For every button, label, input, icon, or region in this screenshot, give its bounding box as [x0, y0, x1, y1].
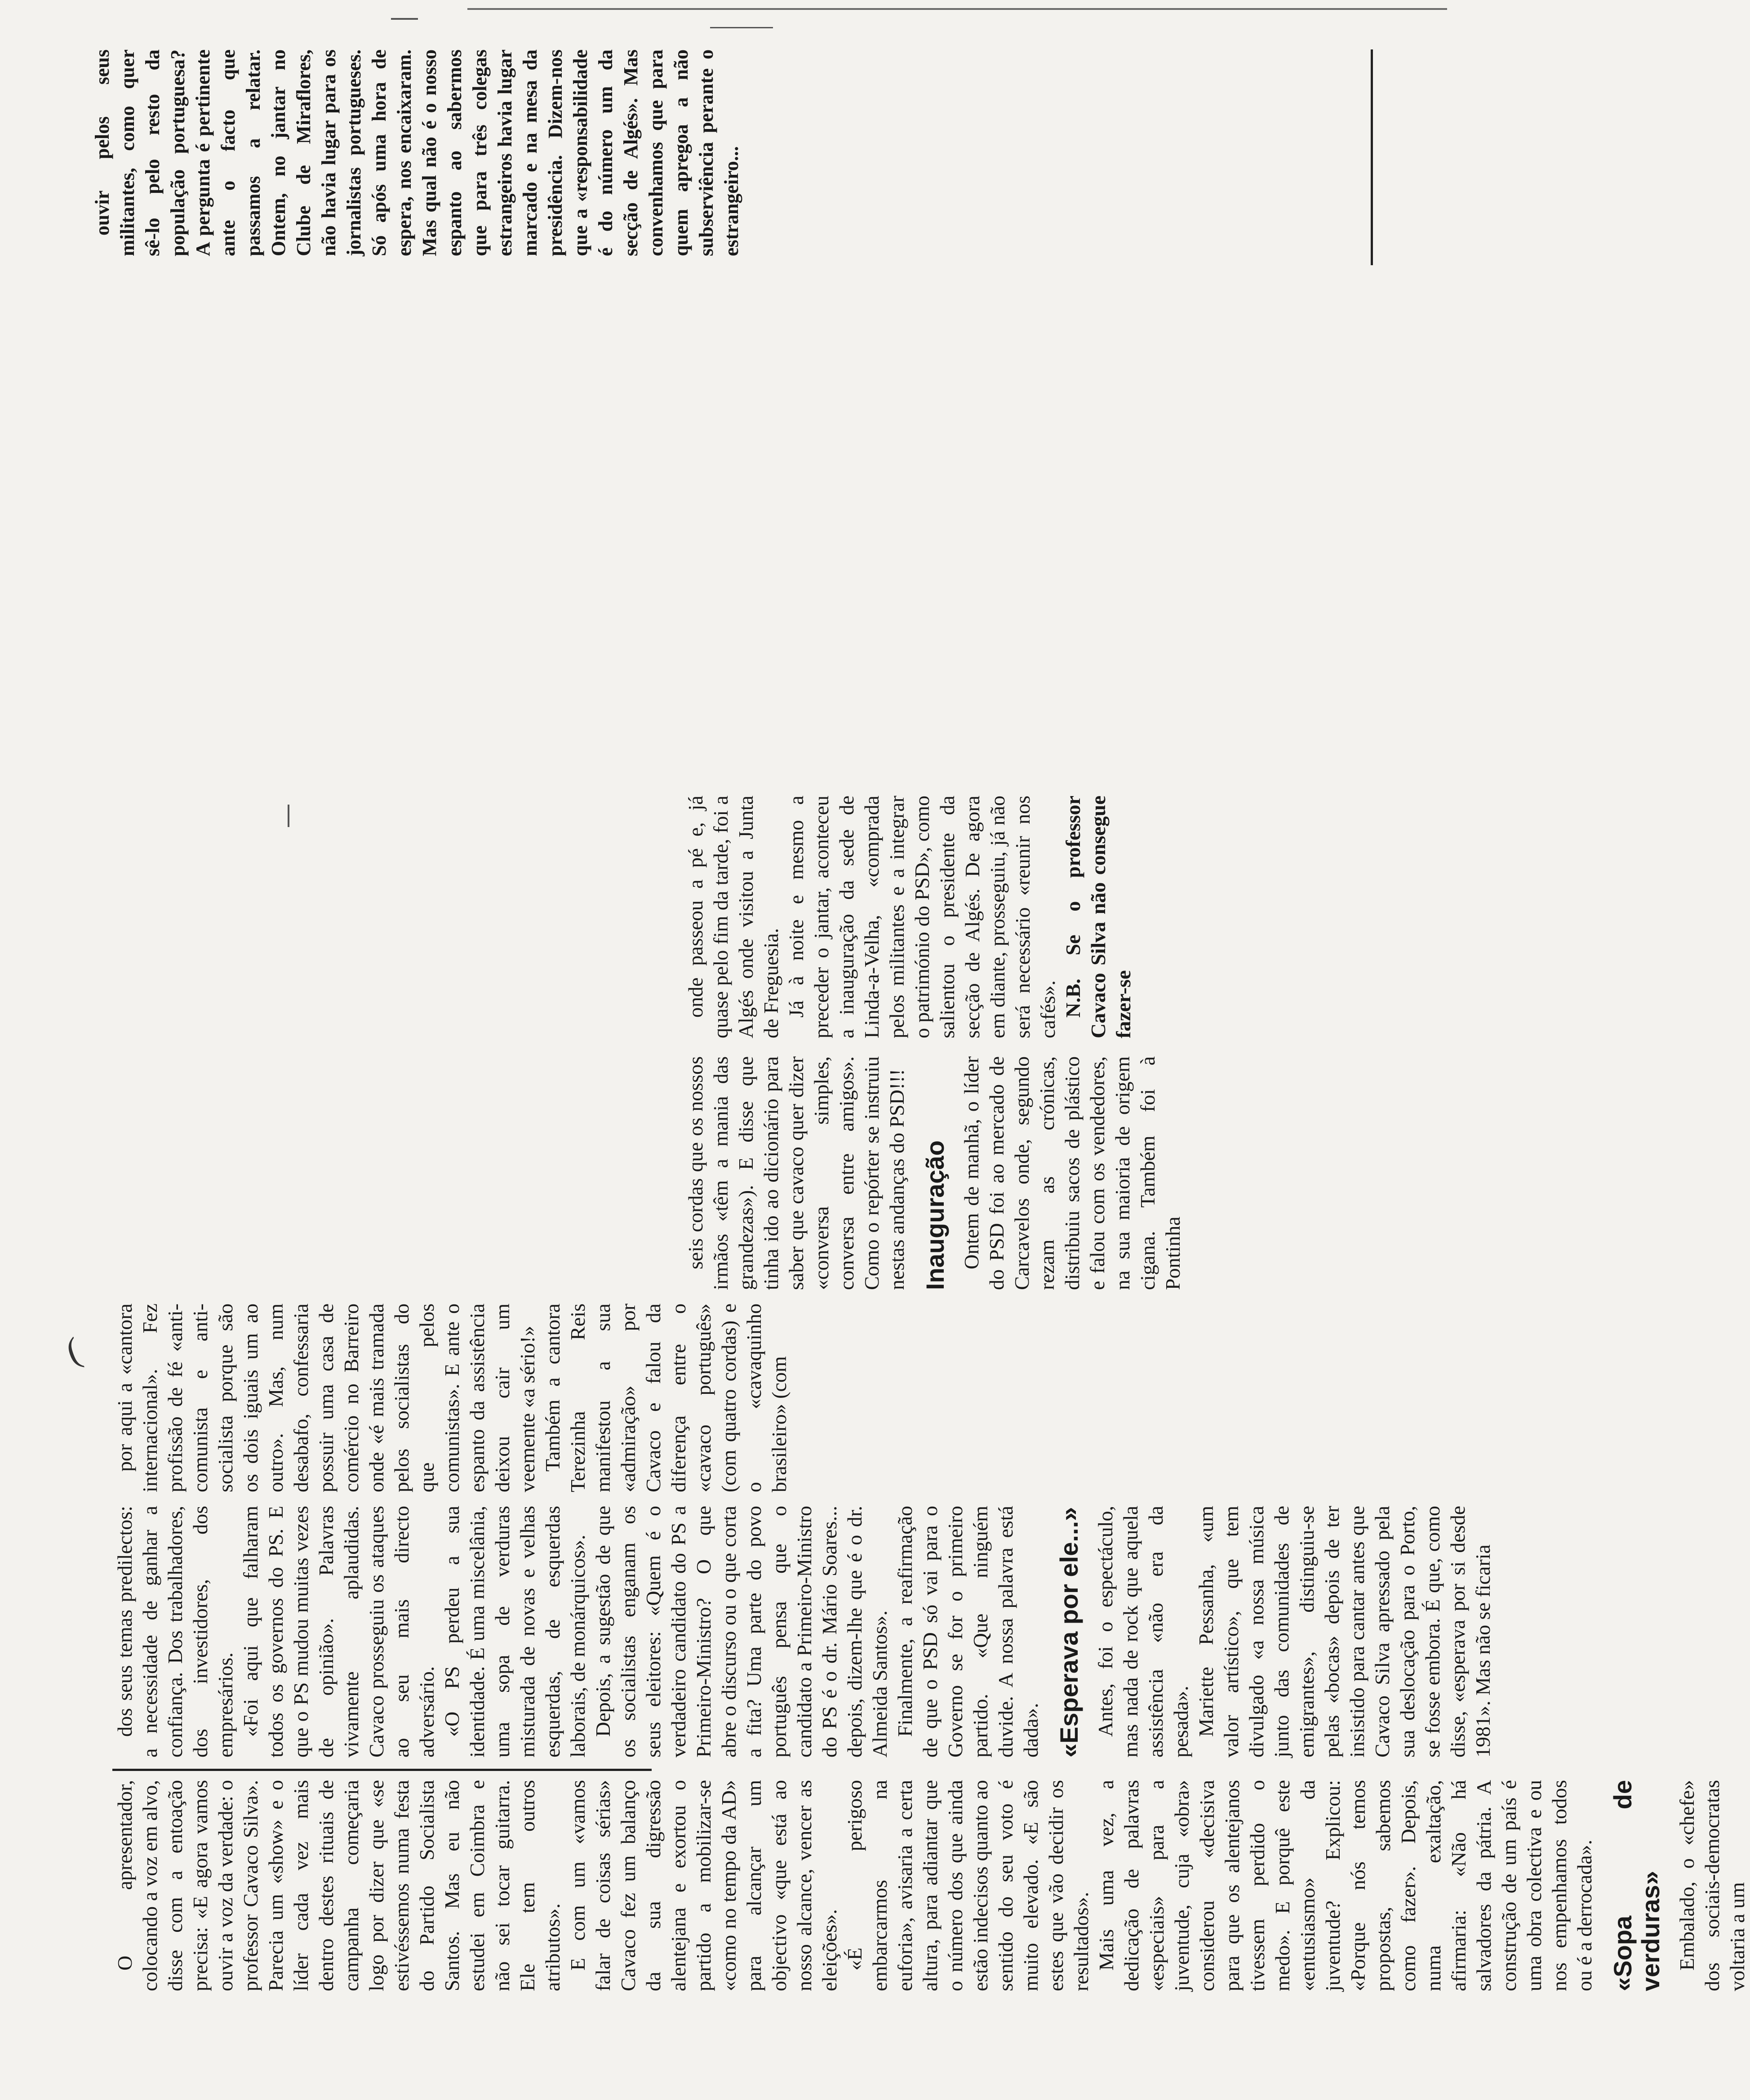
paragraph: Depois, a sugestão de que os socialistas enganam os seus eleitores: «Quem é o verdadeiro candidato do PS a Primeiro-Ministro? O que abre o discurso ou o que corta a fita? Uma parte do povo português pensa que o candidato a Primeiro-Ministro do PS é o dr. Mário Soares... depois, dizem-lhe que é o dr. Almeida Santos».: [591, 1506, 891, 1757]
article-column-3: [112, 1304, 792, 1492]
scan-top-edge: [467, 8, 1447, 10]
paragraph: Também a cantora Terezinha Reis manifestou a sua «admiração» por Cavaco e falou da diferença entre o «cavaco português» (com quatro cordas) e o «cavaquinho brasileiro» (com: [541, 1304, 791, 1492]
article-column-6: [90, 49, 744, 256]
section-heading: Inauguração: [921, 1140, 949, 1290]
paragraph: Já à noite e mesmo a preceder o jantar, aconteceu a inauguração da sede de Linda-a-Velha, «comprada pelos militantes e a integrar o património do PSD», como salientou o presidente da secção de Algés. De agora em diante, prosseguiu, já não será necessário «reunir nos cafés».: [785, 796, 1059, 1038]
paragraph: Finalmente, a reafirmação de que o PSD só vai para o Governo se for o primeiro partido. «Que ninguém duvide. A nossa palavra está dada».: [893, 1506, 1042, 1757]
article-column-5: [683, 796, 1136, 1038]
paragraph: ouvir pelos seus militantes, como quer sê-lo pelo resto da população portuguesa? A pergunta é pertinente ante o facto que passamos a relatar. Ontem, no jantar no Clube de Miraflores, não havia lugar para os jornalistas portugueses. Só após uma hora de espera, nos encaixaram. Mas qual não é o nosso espanto ao sabermos que para três colegas estrangeiros havia lugar marcado e na mesa da presidência. Dizem-nos que a «responsabilidade é do número um da secção de Algés». Mas convenhamos que para quem apregoa a não subserviência perante o estrangeiro...: [91, 49, 742, 256]
article-column-2: [112, 1506, 1496, 1757]
section-heading: «Esperava por ele...»: [1055, 1507, 1083, 1757]
paragraph: E com um «vamos falar de coisas sérias» Cavaco fez um balanço da sua digressão alentejana e exortou o partido a mobilizar-se «como no tempo da AD» para alcançar um objectivo «que está ao nosso alcance, vencer as eleições».: [566, 1780, 841, 1991]
scan-mark: (: [61, 1330, 86, 1371]
paragraph: onde passeou a pé e, já quase pelo fim da tarde, foi a Algés onde visitou a Junta de Freguesia.: [684, 796, 782, 1038]
paragraph: Ontem de manhã, o líder do PSD foi ao mercado de Carcavelos onde, segundo rezam as crónicas, distribuiu sacos de plástico e falou com os vendedores, na sua maioria de origem cigana. Também foi à Pontinha: [960, 1056, 1184, 1290]
paragraph: O apresentador, colocando a voz em alvo, disse com a entoação precisa: «E agora vamos ouvir a voz da verdade: o professor Cavaco Silva». Parecia um «show» e o líder cada vez mais dentro destes rituais de campanha começaria logo por dizer que «se estivéssemos numa festa do Partido Socialista Santos. Mas eu não estudei em Coimbra e não sei tocar guitarra. Ele tem outros atributos».: [113, 1780, 564, 1991]
paragraph: «É perigoso embarcarmos na euforia», avisaria a certa altura, para adiantar que o número dos que ainda estão indecisos quanto ao sentido do seu voto é muito elevado. «E são estes que vão decidir os resultados».: [843, 1780, 1093, 1991]
scan-speck: [710, 27, 773, 28]
newspaper-clipping: [85, 40, 1749, 2009]
paragraph: Mariette Pessanha, «um valor artístico», que tem divulgado «a nossa música junto das comunidades de emigrantes», distinguiu-se pelas «bocas» depois de ter insistido para cantar antes que Cavaco Silva apressado pela sua deslocação para o Porto, se fosse embora. É que, como disse, «esperava por si desde 1981». Mas não se ficaria: [1195, 1506, 1494, 1757]
paragraph: dos seus temas predilectos: a necessidade de ganhar a confiança. Dos trabalhadores, dos investidores, dos empresários.: [113, 1506, 237, 1757]
paragraph: N.B. Se o professor Cavaco Silva não consegue fazer-se: [1062, 796, 1135, 1038]
paragraph: «Foi aqui que falharam todos os governos do PS. E que o PS mudou muitas vezes de opinião». Palavras vivamente aplaudidas. Cavaco prosseguiu os ataques ao seu mais directo adversário.: [239, 1506, 438, 1757]
article-column-1: [112, 1780, 1750, 1991]
paragraph: Antes, foi o espectáculo, mas nada de rock que aquela assistência «não era da pesada».: [1094, 1506, 1192, 1757]
paragraph: Embalado, o «chefe» dos sociais-democratas voltaria a um: [1675, 1780, 1749, 1991]
paragraph: por aqui a «cantora internacional». Fez profissão de fé «anti-comunista e anti-socialista porque são os dois iguais um ao outro». Mas, num desabafo, confessaria possuir uma casa de comércio no Barreiro onde «é mais tramada pelos socialistas do que pelos comunistas». E ante o espanto da assistência deixou cair um veemente «a sério!»: [113, 1304, 539, 1492]
column-divider: [1371, 49, 1373, 265]
paragraph: «O PS perdeu a sua identidade. É uma miscelânia, uma sopa de verduras misturada de novas e velhas esquerdas, de esquerdas laborais, de monárquicos».: [440, 1506, 589, 1757]
paragraph: Mais uma vez, a dedicação de palavras «especiais» para a juventude, cuja «obra» considerou «decisiva para que os alentejanos tivessem perdido o medo». E porquê este «entusiasmo» da juventude? Explicou: «Porque nós temos propostas, sabemos como fazer». Depois, numa exaltação, afirmaria: «Não há salvadores da pátria. A construção de um país é uma obra colectiva e ou nos empenhamos todos ou é a derrocada».: [1095, 1780, 1596, 1991]
scan-speck: [391, 18, 418, 20]
section-heading: «Sopa de verduras»: [1608, 1780, 1665, 1991]
paragraph: seis cordas que os nossos irmãos «têm a mania das grandezas»). E disse que tinha ido ao dicionário para saber que cavaco quer dizer «conversa simples, conversa entre amigos». Como o repórter se instruiu nestas andanças do PSD!!!: [684, 1056, 908, 1290]
column-divider: [112, 1769, 652, 1771]
article-column-4: [683, 1056, 1186, 1290]
